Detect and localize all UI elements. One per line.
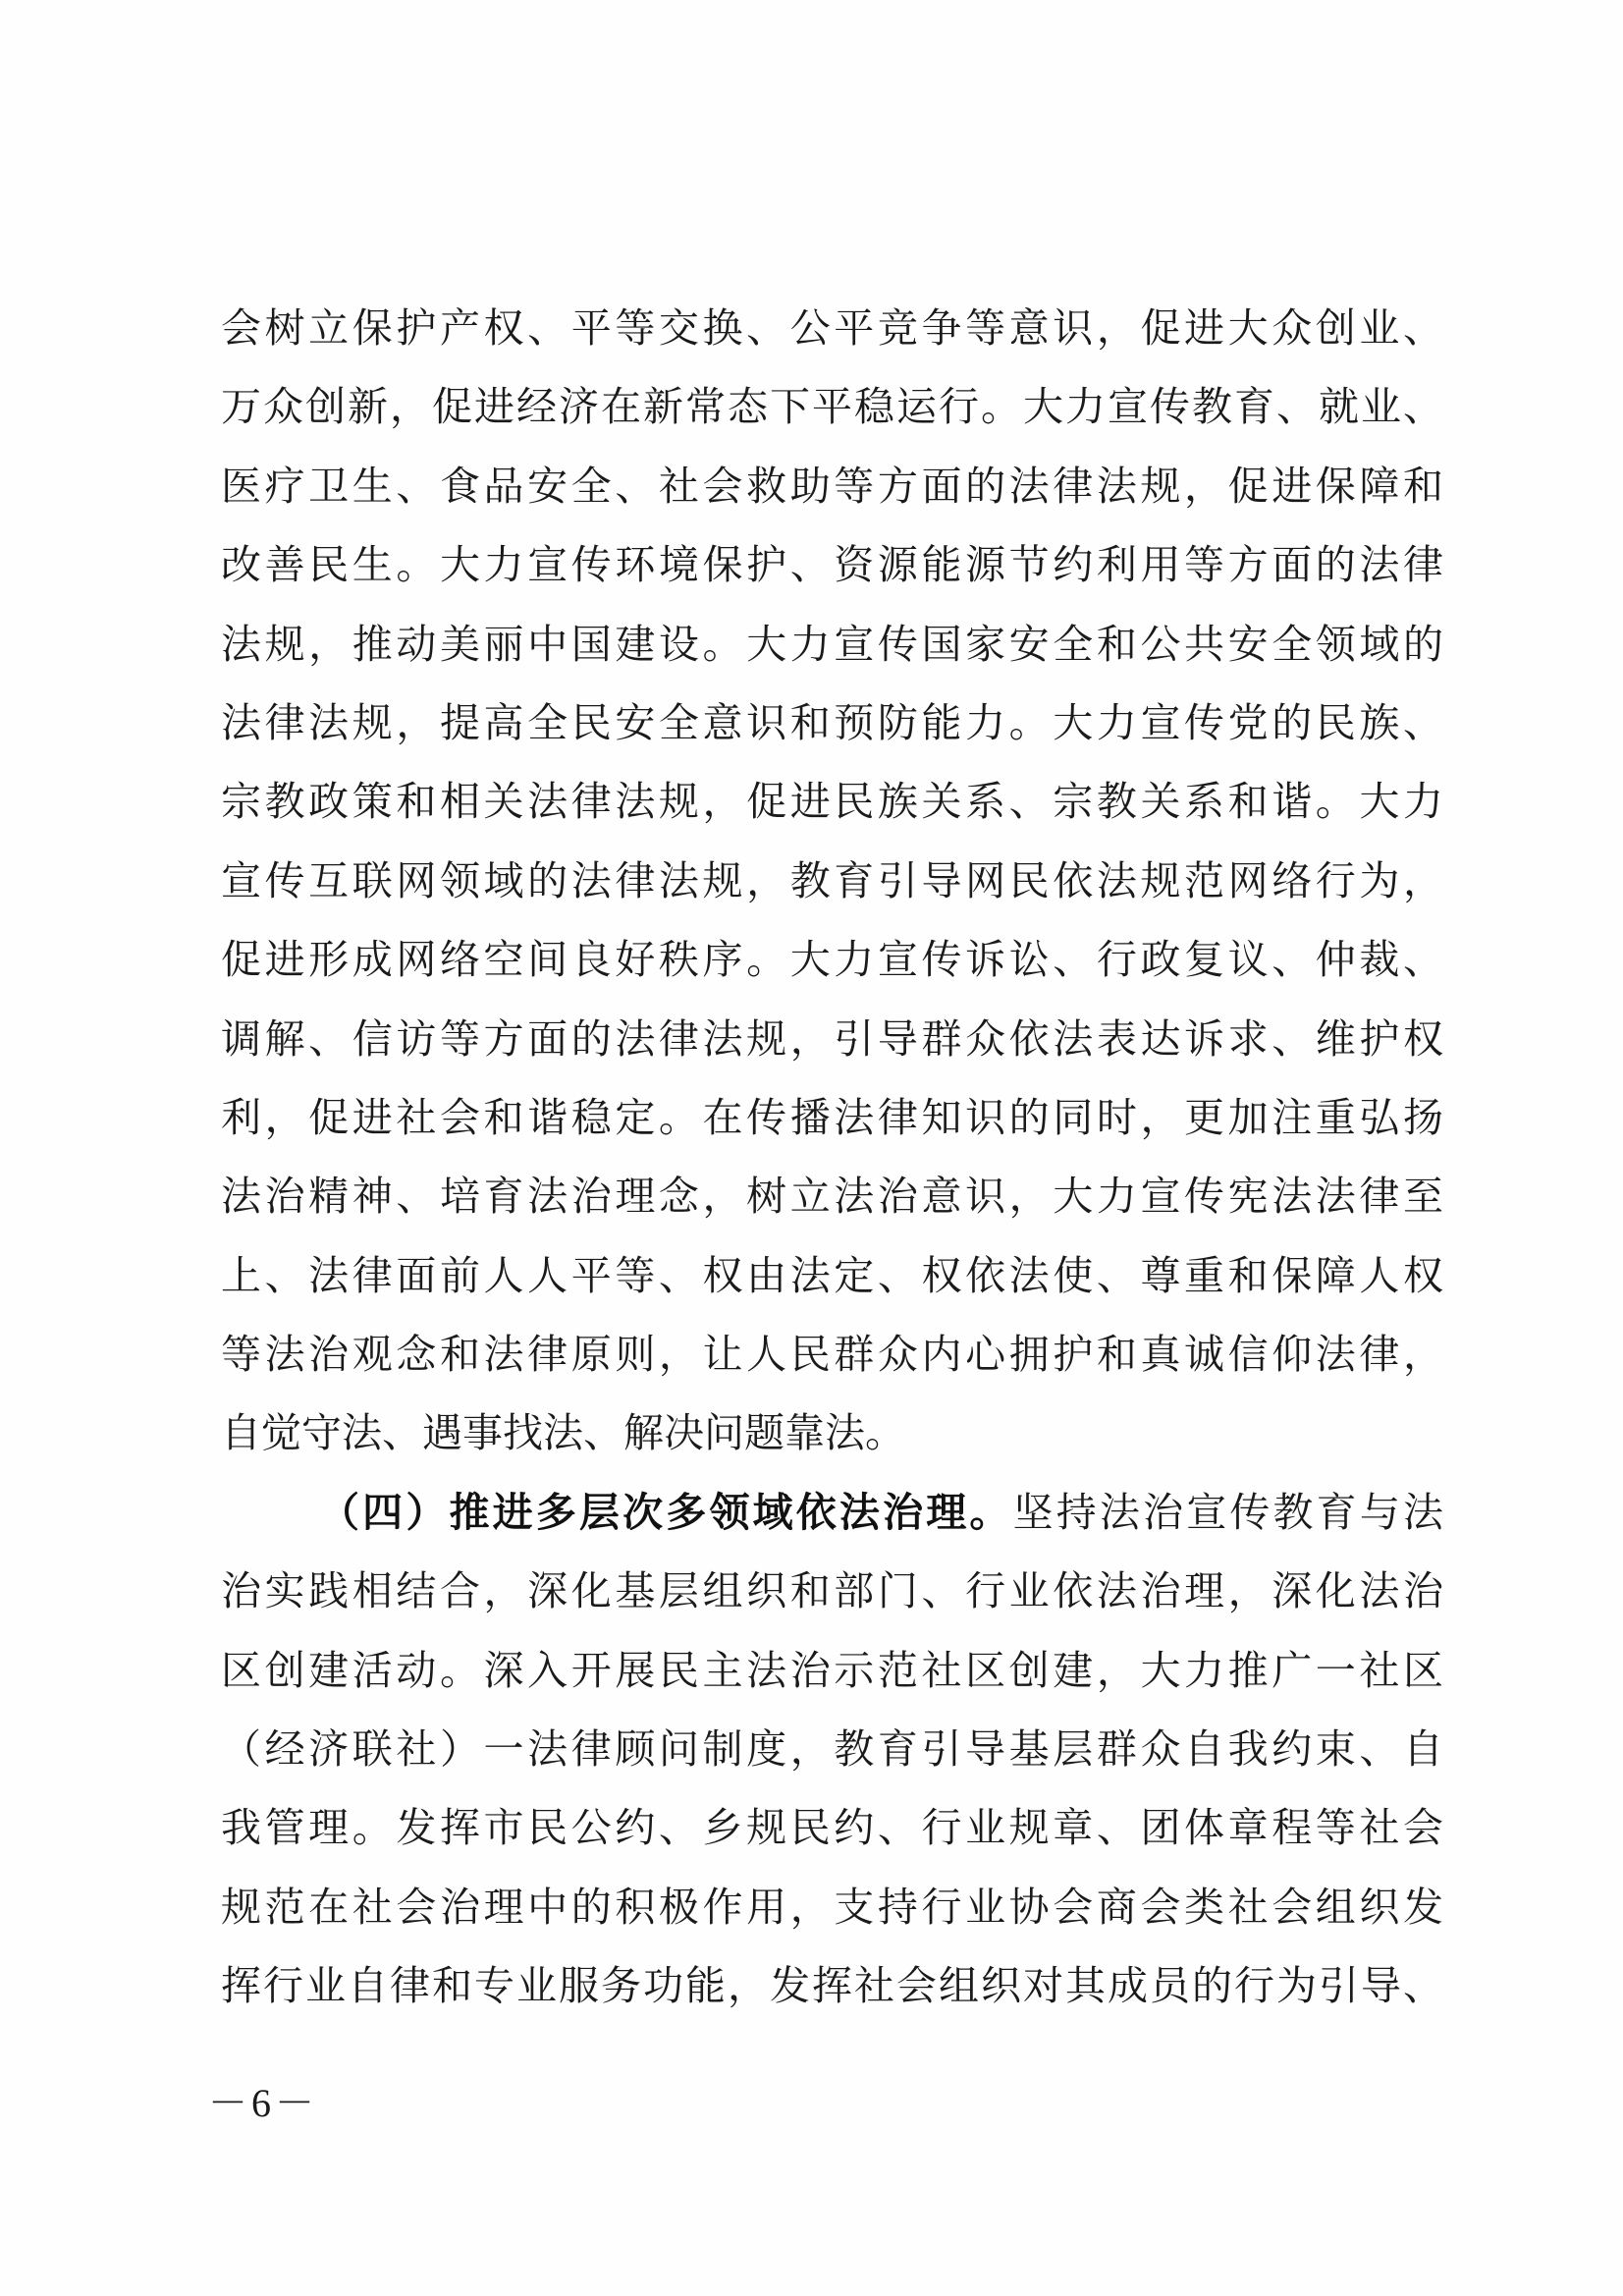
section-heading: （四）推进多层次多领域依法治理。 (319, 1488, 1013, 1536)
text-line: 上、法律面前人人平等、权由法定、权依法使、尊重和保障人权 (221, 1251, 1443, 1299)
text-line: 法律法规，提高全民安全意识和预防能力。大力宣传党的民族、 (221, 698, 1443, 746)
text-line: 促进形成网络空间良好秩序。大力宣传诉讼、行政复议、仲裁、 (221, 936, 1443, 984)
text-line: 改善民生。大力宣传环境保护、资源能源节约利用等方面的法律 (221, 541, 1443, 589)
text-line: 宣传互联网领域的法律法规，教育引导网民依法规范网络行为， (221, 856, 1443, 904)
section-four-first-line (221, 1479, 1443, 1558)
text-line: 我管理。发挥市民公约、乡规民约、行业规章、团体章程等社会 (221, 1804, 1443, 1852)
text-line: 万众创新，促进经济在新常态下平稳运行。大力宣传教育、就业、 (221, 383, 1443, 431)
text-line: 自觉守法、遇事找法、解决问题靠法。 (221, 1409, 905, 1457)
text-line: 调解、信访等方面的法律法规，引导群众依法表达诉求、维护权 (221, 1014, 1443, 1063)
text-line: 医疗卫生、食品安全、社会救助等方面的法律法规，促进保障和 (221, 462, 1443, 510)
text-line: 利，促进社会和谐稳定。在传播法律知识的同时，更加注重弘扬 (221, 1093, 1443, 1141)
text-line: （经济联社）一法律顾问制度，教育引导基层群众自我约束、自 (221, 1725, 1443, 1774)
text-line: 宗教政策和相关法律法规，促进民族关系、宗教关系和谐。大力 (221, 778, 1443, 826)
text-line: 治实践相结合，深化基层组织和部门、行业依法治理，深化法治 (221, 1567, 1443, 1615)
body-text (221, 295, 1443, 2032)
text-line: 挥行业自律和专业服务功能，发挥社会组织对其成员的行为引导、 (221, 1962, 1443, 2010)
section-first-line-text: 坚持法治宣传教育与法 (1012, 1488, 1444, 1536)
text-line: 规范在社会治理中的积极作用，支持行业协会商会类社会组织发 (221, 1883, 1443, 1931)
page-number: －6－ (208, 2081, 318, 2125)
text-line: 法治精神、培育法治理念，树立法治意识，大力宣传宪法法律至 (221, 1173, 1443, 1221)
text-line: 法规，推动美丽中国建设。大力宣传国家安全和公共安全领域的 (221, 620, 1443, 668)
text-line: 会树立保护产权、平等交换、公平竞争等意识，促进大众创业、 (221, 304, 1443, 352)
text-line: 等法治观念和法律原则，让人民群众内心拥护和真诚信仰法律， (221, 1331, 1443, 1379)
text-line: 区创建活动。深入开展民主法治示范社区创建，大力推广一社区 (221, 1646, 1443, 1694)
